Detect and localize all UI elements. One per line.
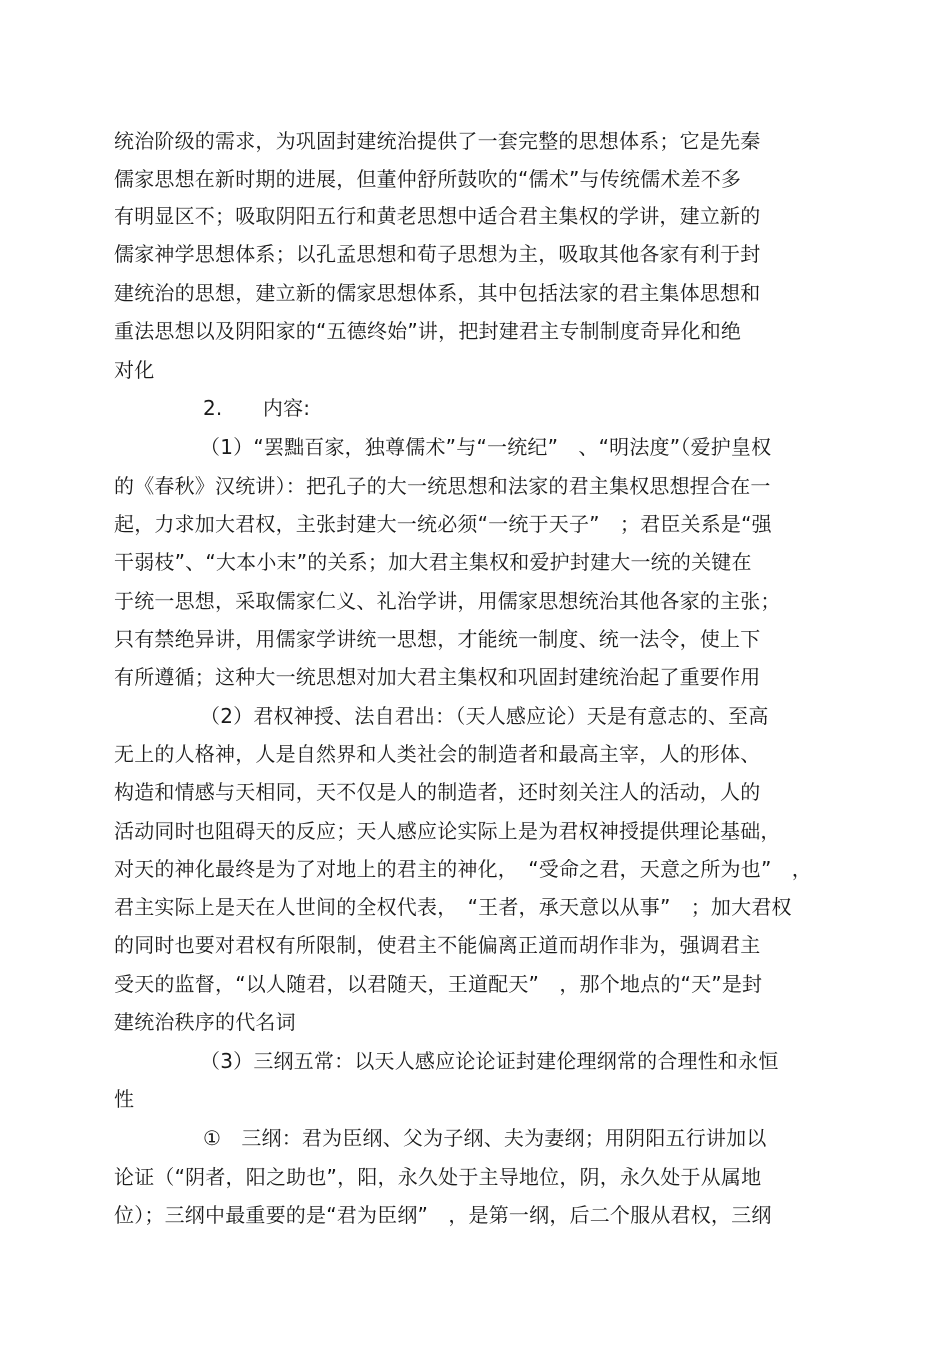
text-line: 对天的神化最终是为了对地上的君主的神化， “受命之君，天意之所为也” ， [114,857,812,881]
text-line: 论证（“阴者，阳之助也”，阳，永久处于主导地位，阴，永久处于从属地 [114,1165,762,1189]
text-line: 君主实际上是天在人世间的全权代表， “王者，承天意以从事” ；加大君权 [114,895,792,919]
text-line: 受天的监督，“以人随君，以君随天，王道配天” ，那个地点的“天”是封 [114,972,763,996]
text-line: 重法思想以及阴阳家的“五德终始”讲，把封建君主专制制度奇异化和绝 [114,319,742,343]
paragraph-start: （1）“罢黜百家，独尊儒术”与“一统纪” 、“明法度”（爱护皇权 [200,435,772,459]
text-line: 性 [114,1087,135,1111]
text-line: 于统一思想，采取儒家仁义、礼治学讲，用儒家思想统治其他各家的主张； [114,589,781,613]
paragraph-start: （2）君权神授、法自君出：（天人感应论）天是有意志的、至高 [200,704,769,728]
section-heading: 2. 内容: [203,396,311,420]
text-line: 对化 [114,358,155,382]
text-line: 儒家神学思想体系；以孔孟思想和荀子思想为主，吸取其他各家有利于封 [114,242,761,266]
text-line: 只有禁绝异讲，用儒家学讲统一思想，才能统一制度、统一法令，使上下 [114,627,761,651]
text-line: 构造和情感与天相同，天不仅是人的制造者，还时刻关注人的活动，人的 [114,780,761,804]
paragraph-start: （3）三纲五常：以天人感应论论证封建伦理纲常的合理性和永恒 [200,1049,779,1073]
text-line: 位）；三纲中最重要的是“君为臣纲” ，是第一纲，后二个服从君权，三纲 [114,1203,772,1227]
text-line: 活动同时也阻碍天的反应；天人感应论实际上是为君权神授提供理论基础， [114,819,781,843]
text-line: 建统治的思想，建立新的儒家思想体系，其中包括法家的君主集体思想和 [114,281,761,305]
paragraph-start: ① 三纲：君为臣纲、父为子纲、夫为妻纲；用阴阳五行讲加以 [203,1126,767,1150]
text-line: 的《春秋》汉统讲）：把孔子的大一统思想和法家的君主集权思想捏合在一 [114,474,771,498]
text-line: 有明显区不；吸取阴阳五行和黄老思想中适合君主集权的学讲，建立新的 [114,204,761,228]
text-line: 的同时也要对君权有所限制，使君主不能偏离正道而胡作非为，强调君主 [114,933,761,957]
text-line: 建统治秩序的代名词 [114,1010,296,1034]
text-line: 儒家思想在新时期的进展，但董仲舒所鼓吹的“儒术”与传统儒术差不多 [114,167,742,191]
text-line: 起，力求加大君权，主张封建大一统必须“一统于天子” ；君臣关系是“强 [114,512,772,536]
text-line: 统治阶级的需求，为巩固封建统治提供了一套完整的思想体系；它是先秦 [114,129,761,153]
text-line: 无上的人格神，人是自然界和人类社会的制造者和最高主宰，人的形体、 [114,742,761,766]
text-line: 干弱枝”、“大本小末”的关系；加大君主集权和爱护封建大一统的关键在 [114,550,752,574]
text-line: 有所遵循；这种大一统思想对加大君主集权和巩固封建统治起了重要作用 [114,665,761,689]
